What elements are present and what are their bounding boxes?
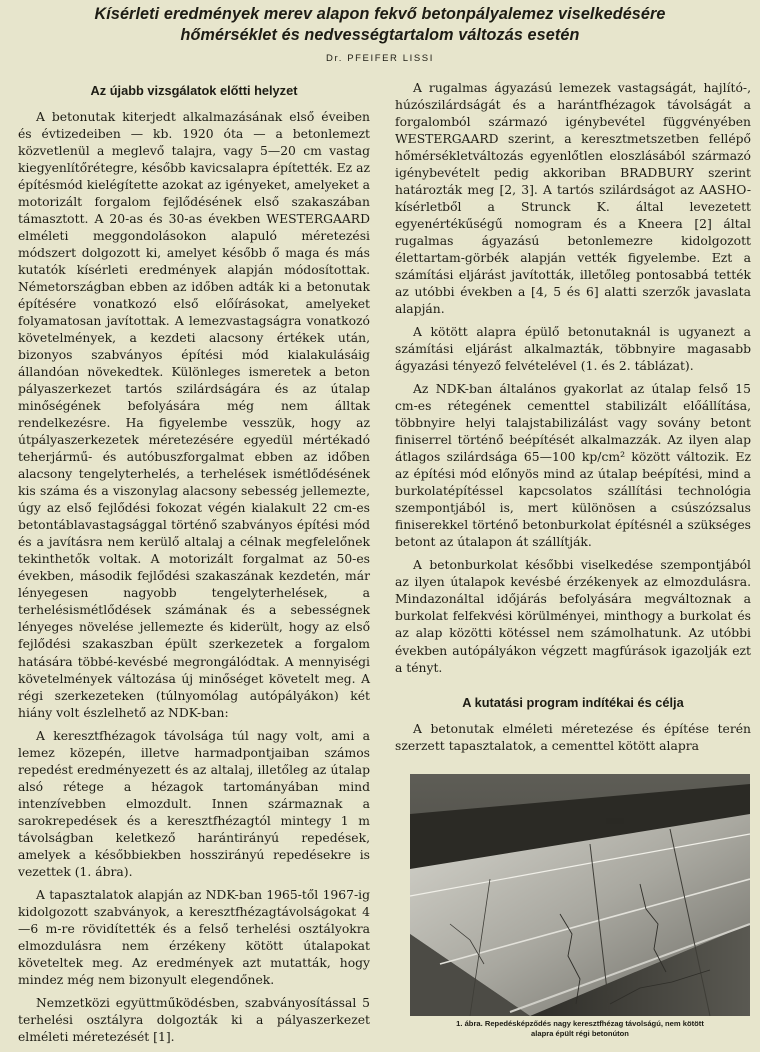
section-heading-situation: Az újabb vizsgálatok előtti helyzet [90,83,298,98]
figure-caption [410,1019,750,1039]
paragraph: Nemzetközi együttműködésben, szabványosítással 5 terhelési osztályra dolgozták ki a pályaszerkezet elméleti méretezését [1]. [18,995,370,1044]
right-column [395,80,751,761]
title-block [0,4,760,64]
paragraph: A kötött alapra épülő betonutaknál is ugyanezt a számítási eljárást alkalmazták, többnyire magasabb ágyazási tényező felvételével (1. és 2. táblázat). [395,325,751,374]
paragraph: Az NDK-ban általános gyakorlat az útalap felső 15 cm-es rétegének cementtel stabilizált előállítása, többnyire helyi talajstabilizálást vagy sovány betont finiserrel történő beépítését alkalmazzák. Az ilyen alap átlagos szilárdsága 65—100 kp/cm² között változik. Ez az építési mód előnyös mind az útalap beépítési, mind a burkolatépítéssel kapcsolatos szállítási technológia szempontjából is, mert különösen a csúszózsalus finiserekkel történő betonburkolat építésnél a szükséges betont az útalapon át szállítják. [395,382,751,550]
section-heading-research-program: A kutatási program indítékai és célja [462,694,684,710]
paragraph: A betonutak kiterjedt alkalmazásának első éveiben és évtizedeiben — kb. 1920 óta — a betonlemezt közvetlenül a meglevő talajra, vagy 5—20 cm vastag kiegyenlítőrétegre, később kavicsalapra építették. Ez az építésmód kielégítette azokat az igényeket, amelyeket a motorizált forgalom fejlődésének első szakaszában támasztott. A 20-as és 30-as években WESTERGAARD elméleti meggondolásokon alapuló méretezési módszert dolgozott ki, amelyet később ő maga és más kutatók kísérleti eredmények alapján módosítottak. Németországban ebben az időben adták ki a betonutak építésére vonatkozó első előírásokat, amelyeket folyamatosan javítottak. A lemezvastagságra vonatkozó követelmények, a kezdeti alacsony értékek után, bizonyos szabványos építési mód kialakulásáig állandóan növekedtek. Különleges ismeretek a beton pályaszerkezet tartós szilárdságára és az útalap minőségének befolyására még nem álltak rendelkezésre. Ha figyelembe vesszük, hogy az útpályaszerkezetek méretezésére egyedül mértékadó teherjármű- és autóbuszforgalmat ebben az időben alacsony tengelyterhelés, a terhelések ismétlődésének kis száma és a viszonylag alacsony sebesség jellemezte, úgy az első fejlődési fokozat végén kialakult 22 cm-es betontáblavastagsággal történő szabványos építési mód és a javításra nem kerülő altalaj a célnak megfelelőnek tekinthetők voltak. A motorizált forgalmat az 50-es években, második fejlődési szakaszának kezdetén, már lényegesen nagyobb tengelyterhelések, a terhelésismétlődések számának és a sebességnek lényeges növelése jellemezte és kiderült, hogy az első fejlődési szakaszban épült szerkezetek a forgalom hatására többé-kevésbé megrongálódtak. A mennyiségi követelmények változása új minőséget követelt meg. A régi szerkezeteken (túlnyomólag autópályákon) két hiány volt észlelhető az NDK-ban: [18,110,370,720]
caption-line2: alapra épült régi betonúton [531,1029,629,1038]
paragraph: A rugalmas ágyazású lemezek vastagságát, hajlító-, húzószilárdságát és a harántfhézagok távolságát a forgalomból származó igénybevétel függvényében WESTERGAARD szerint, a keresztmetszetben fellépő hőmérsékletváltozás egyenlőtlen eloszlásából származó igénybevételt pedig akkoriban BRADBURY szerint határozták meg [2, 3]. A tartós szilárdságot az AASHO-kísérletből a Strunck K. által levezetett egyenértékűségű nomogram és a Kneera [2] által rugalmas ágyazású betonlemezre kidolgozott élettartam-görbék alapján vették figyelembe. Ezt a számítási eljárást javították, illetőleg pontosabbá tették az utóbbi években a [4, 5 és 6] alatti szerzők javaslata alapján. [395,81,751,317]
paragraph: A keresztfhézagok távolsága túl nagy volt, ami a lemez közepén, illetve harmadpontjaiban számos repedést eredményezett és az altalaj, illetőleg az útalap alsó rétege a hézagok tartományában mind intenzívebben elmozdult. Innen származnak a sarokrepedések és a keresztfhézagtól mintegy 1 m távolságban keletkező harántirányú repedések, amelyek a későbbiekben hosszirányú repedésekre is vezettek (1. ábra). [18,728,370,879]
author: Dr. PFEIFER LISSI [326,53,434,64]
paragraph: A betonutak elméleti méretezése és építése terén szerzett tapasztalatok, a cementtel kötött alapra [395,721,751,753]
figure-1 [410,774,750,1039]
caption-line1: 1. ábra. Repedésképződés nagy keresztfhézag távolságú, nem kötött [456,1019,704,1028]
road-cracks-photo [410,774,750,1016]
left-column [18,80,370,1052]
article-title-line1: Kísérleti eredmények merev alapon fekvő betonpályalemez viselkedésére [94,5,666,23]
paragraph: A tapasztalatok alapján az NDK-ban 1965-től 1967-ig kidolgozott szabványok, a keresztfhézagtávolságokat 4—6 m-re rövidítették és a felső terhelési osztályokra elmozdulásra nem érzékeny kötött útalapokat követeltek meg. Az eredmények azt mutatták, hogy mindez még nem bizonyult elegendőnek. [18,887,370,987]
paragraph: A betonburkolat későbbi viselkedése szempontjából az ilyen útalapok kevésbé érzékenyek az elmozdulásra. Mindazonáltal időjárás befolyására megváltoznak a burkolat felfekvési körülményei, minthogy a burkolat és az alap közötti kötéssel nem számolhatunk. Az utóbbi években autópályákon végzett magfúrások igazolják ezt a tényt. [395,558,751,675]
article-title-line2: hőmérséklet és nedvességtartalom változás esetén [180,26,580,44]
